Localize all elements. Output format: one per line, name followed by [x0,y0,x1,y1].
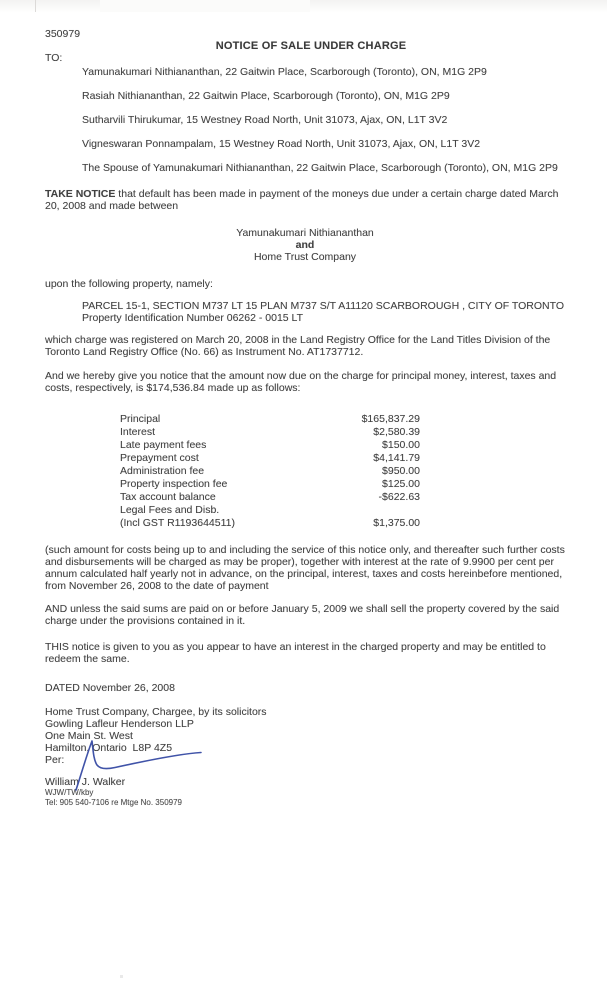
amount-value: $2,580.39 [373,426,420,438]
file-initials: WJW/TW/kby [45,788,94,797]
recipient-line: Sutharvili Thirukumar, 15 Westney Road North, Unit 31073, Ajax, ON, L1T 3V2 [82,114,448,126]
scan-artifact-tick [35,0,36,12]
chargee-name: Home Trust Company [253,251,357,263]
property-description [82,300,577,324]
take-notice-paragraph [45,188,575,212]
amount-label: Principal [120,413,161,425]
solicitor-address-line: Gowling Lafleur Henderson LLP [45,718,194,730]
amount-row [120,426,420,439]
recipient-list [82,66,577,174]
amount-row [120,439,420,452]
parcel-description: PARCEL 15-1, SECTION M737 LT 15 PLAN M737 S/T A11120 SCARBOROUGH , CITY OF TORONTO [82,300,565,312]
amount-row [120,413,420,426]
amounts-table [120,413,420,530]
amount-value: $1,375.00 [373,517,420,529]
costs-clause: (such amount for costs being up to and including the service of this notice only, and thereafter such further costs and disbursements will be charged as may be proper), together with interest at the rate of 9.9900 per cent per annum calculated half yearly not in advance, on the principal, interest, taxes and costs hereinbefore mentioned, from November 26, 2008 to the date of payment [45,544,565,592]
amount-value: $125.00 [382,478,420,490]
take-notice-label: TAKE NOTICE [45,188,116,200]
amount-label: Tax account balance [120,491,216,503]
parties-conjunction: and [295,239,315,251]
amount-value: $165,837.29 [361,413,420,425]
document-title: NOTICE OF SALE UNDER CHARGE [215,40,407,52]
recipient-line: Vigneswaran Ponnampalam, 15 Westney Road North, Unit 31073, Ajax, ON, L1T 3V2 [82,138,481,150]
per-label: Per: [45,754,65,766]
amount-row [120,478,420,491]
amount-due-paragraph: And we hereby give you notice that the amount now due on the charge for principal money, interest, taxes and costs, respectively, is $174,536.84 made up as follows: [45,370,557,394]
amount-label: Interest [120,426,156,438]
amount-row [120,517,420,530]
dated-line: DATED November 26, 2008 [45,682,175,694]
solicitor-address-line: Home Trust Company, Chargee, by its solicitors [45,706,267,718]
scan-artifact-speck [120,975,123,978]
amount-label: Legal Fees and Disb. [120,504,220,516]
reference-number: 350979 [45,28,81,40]
amount-value: -$622.63 [378,491,420,503]
amount-label: (Incl GST R1193644511) [120,517,235,529]
amount-value: $150.00 [382,439,420,451]
amount-row [120,452,420,465]
amount-value: $950.00 [382,465,420,477]
solicitor-address [45,706,577,754]
sale-clause: AND unless the said sums are paid on or before January 5, 2009 we shall sell the property covered by the said charge under the provisions contained in it. [45,603,560,627]
to-label: TO: [45,52,63,64]
recipient-line: The Spouse of Yamunakumari Nithiananthan, 22 Gaitwin Place, Scarborough (Toronto), ON, M1G 2P9 [82,162,558,174]
signature-block [45,706,577,808]
telephone-line: Tel: 905 540-7106 re Mtge No. 350979 [45,798,182,807]
amount-row [120,465,420,478]
amount-label: Administration fee [120,465,205,477]
take-notice-text: that default has been made in payment of the moneys due under a certain charge dated March 20, 2008 and made between [45,188,559,212]
property-intro: upon the following property, namely: [45,278,213,290]
amount-label: Property inspection fee [120,478,228,490]
solicitor-address-line: Hamilton, Ontario L8P 4Z5 [45,742,173,754]
amount-label: Late payment fees [120,439,207,451]
parties-block [45,227,565,263]
redemption-clause: THIS notice is given to you as you appear to have an interest in the charged property and may be entitled to redeem the same. [45,641,546,665]
scan-artifact-light-patch [100,0,310,12]
amount-label: Prepayment cost [120,452,199,464]
property-id-number: Property Identification Number 06262 - 0015 LT [82,312,304,324]
chargor-name: Yamunakumari Nithiananthan [236,227,374,239]
amount-row [120,491,420,504]
amount-value: $4,141.79 [373,452,420,464]
solicitor-address-line: One Main St. West [45,730,133,742]
amount-row [120,504,420,517]
recipient-line: Rasiah Nithiananthan, 22 Gaitwin Place, Scarborough (Toronto), ON, M1G 2P9 [82,90,450,102]
registration-paragraph: which charge was registered on March 20, 2008 in the Land Registry Office for the Land Titles Division of the Toronto Land Registry Office (No. 66) as Instrument No. AT1737712. [45,334,551,358]
recipient-line: Yamunakumari Nithiananthan, 22 Gaitwin Place, Scarborough (Toronto), ON, M1G 2P9 [82,66,487,78]
signatory-name: William J. Walker [45,776,126,788]
